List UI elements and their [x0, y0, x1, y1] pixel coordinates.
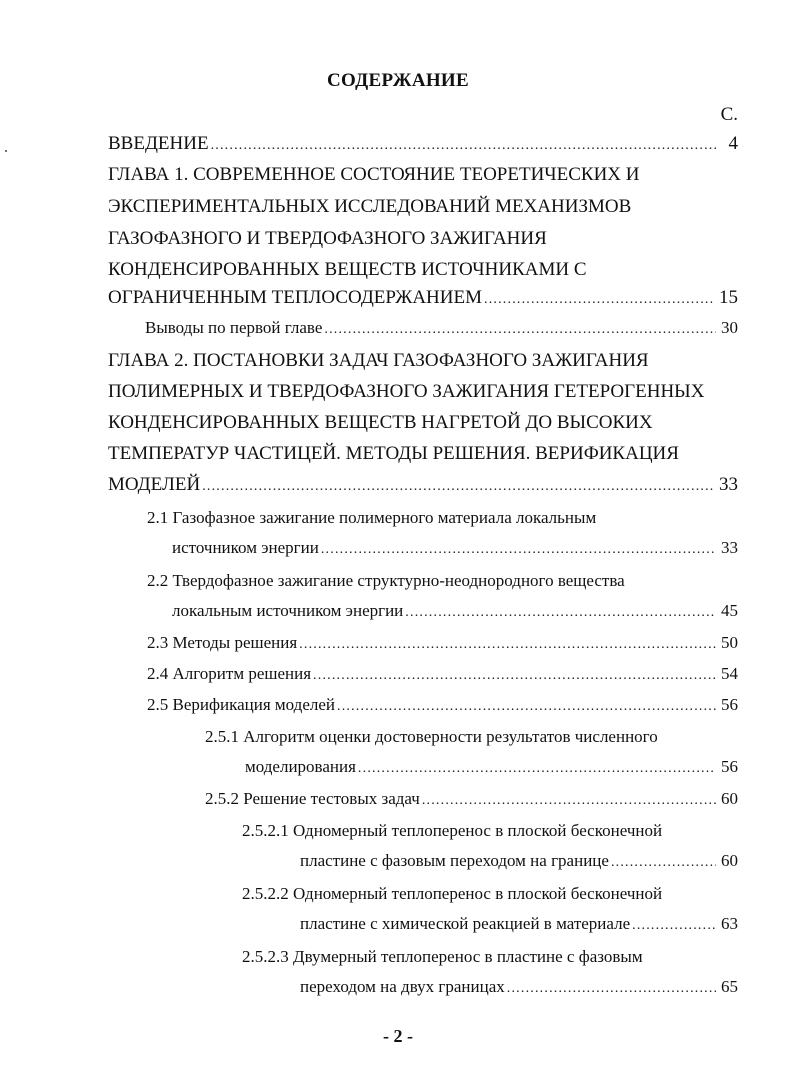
toc-entry-text: источником энергии	[172, 538, 319, 557]
page-column-label: С.	[720, 104, 738, 125]
toc-chapter2-line[interactable]: ПОЛИМЕРНЫХ И ТВЕРДОФАЗНОГО ЗАЖИГАНИЯ ГЕТЕРОГЕННЫХ	[108, 381, 705, 402]
toc-leader-dots	[324, 322, 716, 338]
toc-page-number: 56	[721, 757, 738, 776]
toc-entry-text: локальным источником энергии	[172, 601, 404, 620]
toc-chapter1-line[interactable]: ГАЗОФАЗНОГО И ТВЕРДОФАЗНОГО ЗАЖИГАНИЯ	[108, 228, 547, 249]
page-number-footer: - 2 -	[383, 1026, 413, 1046]
toc-entry-section-2-5[interactable]	[147, 695, 738, 723]
toc-entry-section-2-5-2-3[interactable]	[300, 977, 738, 1005]
toc-section-2-2-line[interactable]: 2.2 Твердофазное зажигание структурно-неоднородного вещества	[147, 571, 625, 590]
toc-page-number: 33	[721, 538, 738, 557]
toc-leader-dots	[405, 605, 716, 621]
toc-section-2-5-2-3-line[interactable]: 2.5.2.3 Двумерный теплоперенос в пластине с фазовым	[242, 947, 643, 966]
toc-entry-chapter1-conclusions[interactable]	[145, 318, 738, 346]
toc-leader-dots	[299, 637, 716, 653]
toc-leader-dots	[507, 981, 716, 997]
toc-chapter1-line[interactable]: ГЛАВА 1. СОВРЕМЕННОЕ СОСТОЯНИЕ ТЕОРЕТИЧЕСКИХ И	[108, 164, 640, 185]
toc-entry-text: пластине с фазовым переходом на границе	[300, 851, 609, 870]
toc-page-number: 4	[728, 133, 738, 154]
toc-chapter2-line[interactable]: КОНДЕНСИРОВАННЫХ ВЕЩЕСТВ НАГРЕТОЙ ДО ВЫСОКИХ	[108, 412, 653, 433]
toc-section-2-1-line[interactable]: 2.1 Газофазное зажигание полимерного материала локальным	[147, 508, 597, 527]
toc-entry-text: моделирования	[245, 757, 356, 776]
toc-entry-text: 2.5 Верификация моделей	[147, 695, 335, 714]
toc-entry-section-2-1[interactable]	[172, 538, 738, 566]
toc-entry-text: МОДЕЛЕЙ	[108, 474, 201, 495]
toc-entry-text: ВВЕДЕНИЕ	[108, 133, 209, 154]
toc-entry-text: пластине с химической реакцией в материале	[300, 914, 631, 933]
toc-page-number: 60	[721, 789, 738, 808]
toc-entry-text: ОГРАНИЧЕННЫМ ТЕПЛОСОДЕРЖАНИЕМ	[108, 287, 482, 308]
toc-leader-dots	[313, 668, 716, 684]
toc-entry-text: 2.3 Методы решения	[147, 633, 298, 652]
toc-entry-section-2-3[interactable]	[147, 633, 738, 661]
toc-page-number: 56	[721, 695, 738, 714]
scan-speck	[5, 150, 7, 152]
toc-page-number: 60	[721, 851, 738, 870]
toc-leader-dots	[337, 699, 716, 715]
toc-entry-text: Выводы по первой главе	[145, 318, 323, 337]
toc-section-2-5-2-2-line[interactable]: 2.5.2.2 Одномерный теплоперенос в плоской бесконечной	[242, 884, 663, 903]
toc-entry-chapter1[interactable]	[108, 287, 738, 315]
toc-chapter2-line[interactable]: ГЛАВА 2. ПОСТАНОВКИ ЗАДАЧ ГАЗОФАЗНОГО ЗАЖИГАНИЯ	[108, 350, 649, 371]
toc-page-number: 50	[721, 633, 738, 652]
toc-chapter1-line[interactable]: ЭКСПЕРИМЕНТАЛЬНЫХ ИССЛЕДОВАНИЙ МЕХАНИЗМОВ	[108, 196, 632, 217]
toc-entry-section-2-5-2[interactable]	[205, 789, 738, 817]
toc-leader-dots	[611, 855, 716, 871]
toc-entry-section-2-5-2-2[interactable]	[300, 914, 738, 942]
toc-leader-dots	[358, 761, 716, 777]
toc-entry-text: переходом на двух границах	[300, 977, 505, 996]
toc-page-number: 15	[719, 287, 738, 308]
toc-leader-dots	[321, 542, 716, 558]
toc-leader-dots	[632, 918, 716, 934]
toc-section-2-5-1-line[interactable]: 2.5.1 Алгоритм оценки достоверности результатов численного	[205, 727, 658, 746]
toc-entry-text: 2.4 Алгоритм решения	[147, 664, 312, 683]
toc-leader-dots	[202, 479, 715, 495]
page-title: СОДЕРЖАНИЕ	[327, 70, 469, 91]
toc-section-2-5-2-1-line[interactable]: 2.5.2.1 Одномерный теплоперенос в плоской бесконечной	[242, 821, 663, 840]
toc-leader-dots	[422, 793, 716, 809]
toc-chapter2-line[interactable]: ТЕМПЕРАТУР ЧАСТИЦЕЙ. МЕТОДЫ РЕШЕНИЯ. ВЕРИФИКАЦИЯ	[108, 443, 679, 464]
toc-page-number: 33	[719, 474, 738, 495]
toc-page-number: 45	[721, 601, 738, 620]
toc-entry-section-2-5-2-1[interactable]	[300, 851, 738, 879]
toc-chapter1-line[interactable]: КОНДЕНСИРОВАННЫХ ВЕЩЕСТВ ИСТОЧНИКАМИ С	[108, 259, 587, 280]
toc-entry-section-2-2[interactable]	[172, 601, 738, 629]
toc-entry-chapter2[interactable]	[108, 474, 738, 502]
toc-entry-section-2-5-1[interactable]	[245, 757, 738, 785]
toc-leader-dots	[211, 138, 716, 154]
toc-entry-intro[interactable]	[108, 133, 738, 161]
toc-page-number: 65	[721, 977, 738, 996]
toc-page-number: 54	[721, 664, 738, 683]
toc-page-number: 30	[721, 318, 738, 337]
toc-leader-dots	[484, 292, 715, 308]
toc-entry-text: 2.5.2 Решение тестовых задач	[205, 789, 420, 808]
toc-entry-section-2-4[interactable]	[147, 664, 738, 692]
toc-page-number: 63	[721, 914, 738, 933]
